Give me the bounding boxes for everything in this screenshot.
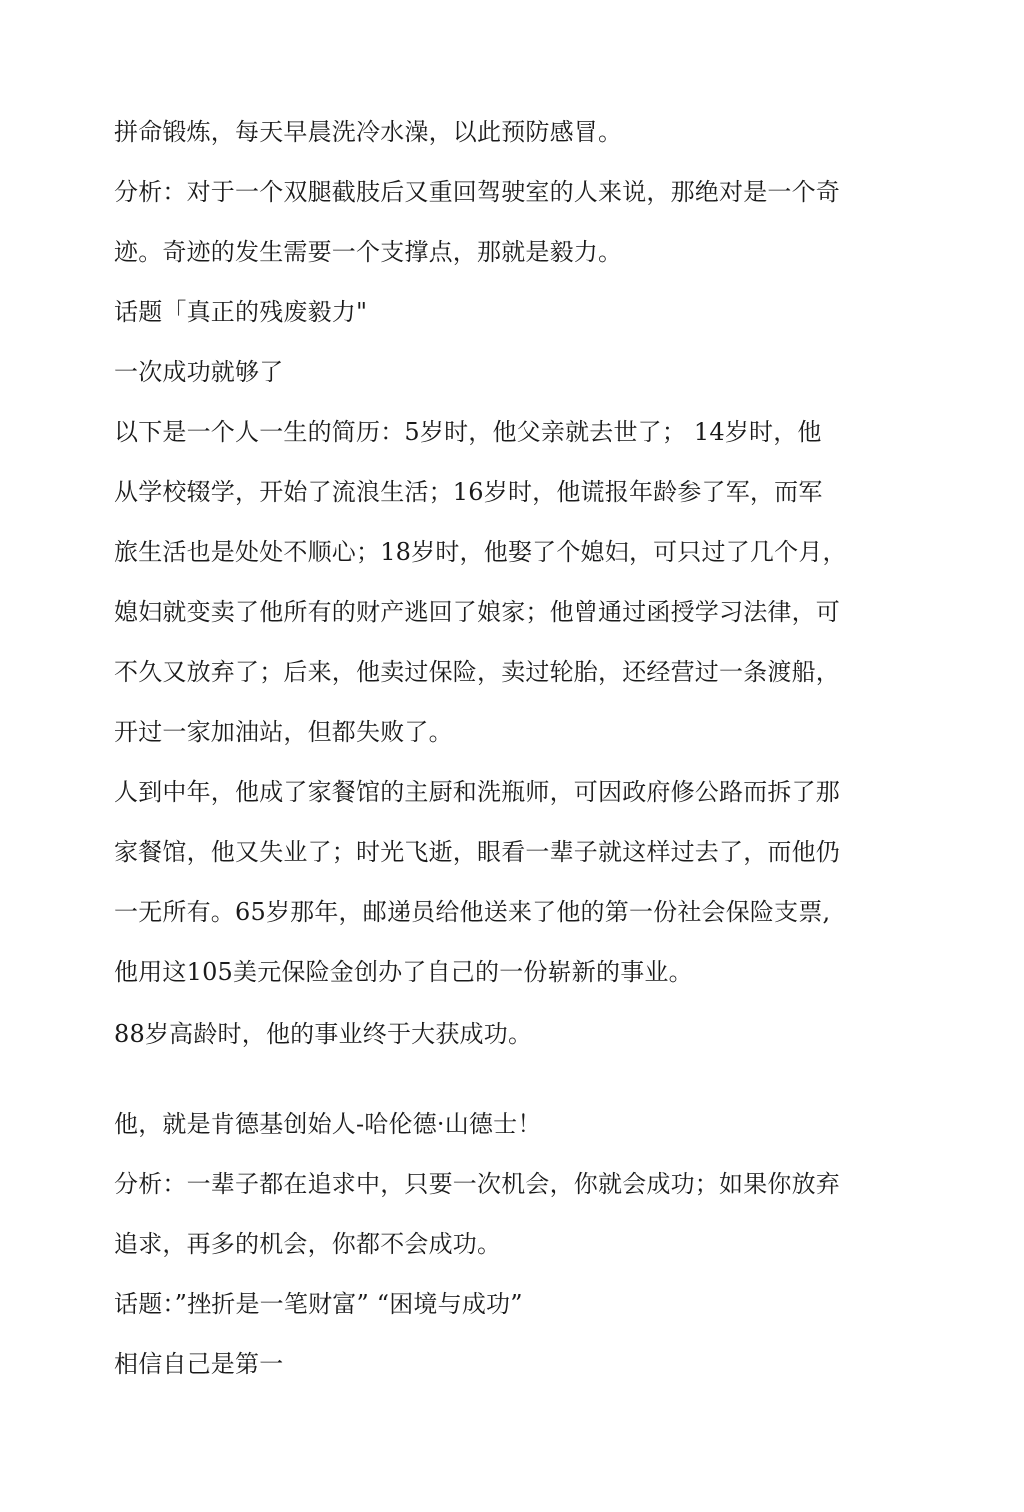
topic-line-1: 话题「真正的残废毅力": [114, 298, 368, 326]
section-heading-2: 相信自己是第一: [114, 1350, 284, 1378]
analysis-line-2: 迹。奇迹的发生需要一个支撑点，那就是毅力。: [114, 238, 623, 266]
story-line-4: 媳妇就变卖了他所有的财产逃回了娘家；他曾通过函授学习法律，可: [114, 598, 840, 626]
story-line-8: 家餐馆，他又失业了；时光飞逝，眼看一辈子就这样过去了，而他仍: [114, 838, 840, 866]
topic-line-2: 话题：”挫折是一笔财富” “困境与成功”: [114, 1290, 523, 1318]
section-heading: 一次成功就够了: [114, 358, 284, 386]
story-line-3: 旅生活也是处处不顺心；18岁时，他娶了个媳妇，可只过了几个月，: [114, 538, 847, 566]
story-line-6: 开过一家加油站，但都失败了。: [114, 718, 453, 746]
story-line-2: 从学校辍学，开始了流浪生活；16岁时，他谎报年龄参了军，而军: [114, 478, 823, 506]
text-line-1: 拼命锻炼，每天早晨洗冷水澡，以此预防感冒。: [114, 118, 623, 146]
story-line-9: 一无所有。65岁那年，邮递员给他送来了他的第一份社会保险支票,: [114, 898, 831, 926]
analysis-line-3: 分析：一辈子都在追求中，只要一次机会，你就会成功；如果你放弃: [114, 1170, 840, 1198]
analysis-line-4: 追求，再多的机会，你都不会成功。: [114, 1230, 502, 1258]
story-line-5: 不久又放弃了；后来，他卖过保险，卖过轮胎，还经营过一条渡船，: [114, 658, 840, 686]
story-line-7: 人到中年，他成了家餐馆的主厨和洗瓶师，可因政府修公路而拆了那: [114, 778, 840, 806]
story-line-10: 他用这105美元保险金创办了自己的一份崭新的事业。: [114, 958, 693, 986]
analysis-line-1: 分析：对于一个双腿截肢后又重回驾驶室的人来说，那绝对是一个奇: [114, 178, 840, 206]
story-line-11: 88岁高龄时，他的事业终于大获成功。: [114, 1020, 533, 1048]
story-line-1: 以下是一个人一生的简历：5岁时，他父亲就去世了； 14岁时，他: [114, 418, 822, 446]
reveal-line: 他，就是肯德基创始人-哈伦德·山德士！: [114, 1110, 542, 1138]
